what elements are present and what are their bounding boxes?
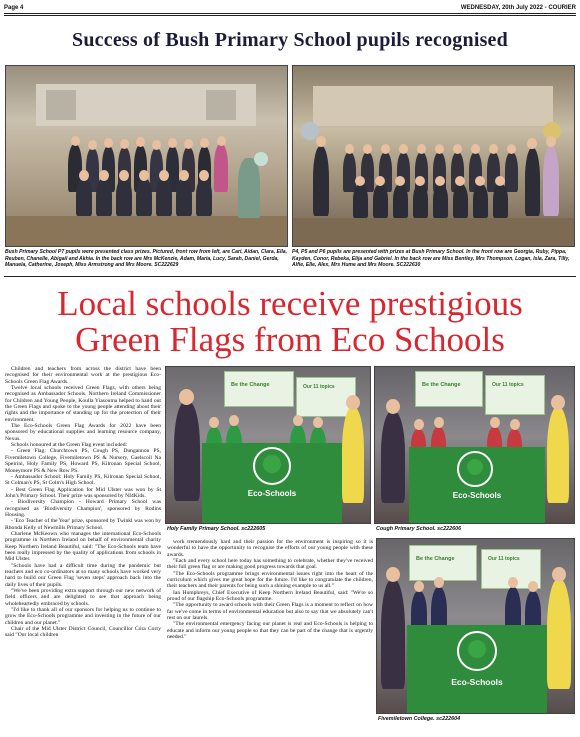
paragraph: Ian Humphreys, Chief Executive of Keep Northern Ireland Beautiful, said: "We're so proud of our flagship Eco-Schools programme. bbox=[167, 589, 373, 603]
paragraph: - Best Green Flag Application for Mid Ulster was won by St John's Primary School. Their prize was sponsored by NI4Kids. bbox=[5, 486, 161, 499]
paragraph: "Each and every school here today has something to celebrate, whether they've received their full green flag or are making good progress towards that goal. bbox=[167, 558, 373, 571]
flag-label: Eco-Schools bbox=[452, 491, 502, 500]
paragraph: - Green Flag: Churchtown PS, Cough PS, Dungannon PS, Fivemiletown College, Fivemiletown PS & Nursery, Gaelscoil Na Speirini, Holy Family PS, Howard PS, Kilronan Special School, Moneymore PS & New Row PS. bbox=[5, 448, 161, 474]
photo-fivemiletown-college bbox=[376, 538, 575, 714]
section-rule bbox=[4, 276, 576, 277]
story2-headline-line2: Green Flags from Eco Schools bbox=[75, 320, 505, 359]
article-column-2 bbox=[167, 539, 373, 641]
flag-label: Eco-Schools bbox=[451, 677, 503, 687]
photo-p7-caption: Bush Primary School P7 pupils were presented class prizes. Pictured, front row from left, are Cari, Aidan, Clara, Ella, Reuben, Chanelle, Abigail and Akhia. In the back row are Mrs McKenzie, Adam, Maria, Lucy, Sarah, Daniel, Gerda, Manuela, Catherine, Joseph, Miss Armstrong and Mrs Moore. SC222629 bbox=[5, 249, 288, 269]
photo-fivemiletown-caption: Fivemiletown College. sc222604 bbox=[378, 716, 461, 722]
story1-headline: Success of Bush Primary School pupils recognised bbox=[72, 29, 508, 51]
paragraph: Schools honoured at the Green Flag event included: bbox=[11, 442, 128, 449]
paragraph: "The opportunity to award schools with their Green Flags is a moment to reflect on how far we've come in terms of environmental education but also to say that we absolutely can't rest on our laurels. bbox=[167, 602, 373, 622]
paragraph: Children and teachers from across the district have been recognised for their environmental work at the prestigious Eco-Schools Green Flag Awards. bbox=[5, 366, 161, 385]
paragraph: The Eco-Schools Green Flag Awards for 2022 have been sponsored by educational supplies and learning resource company, Nexus. bbox=[5, 423, 161, 442]
masthead-rule bbox=[4, 13, 576, 14]
photo-cough-ps bbox=[374, 366, 575, 524]
paragraph: Charlene McKeown who manages the international Eco-Schools programme in Northern Ireland on behalf of environmental charity Keep Northern Ireland Beautiful, said: "The Eco-Schools team have been really impressed by the quality of applications from schools in Mid Ulster. bbox=[5, 530, 161, 563]
flag-label: Eco-Schools bbox=[247, 489, 297, 498]
paragraph: work tremendously hard and their passion for the environment is inspiring so it is wonderful to have the opportunity to recognise the efforts of our young people with these awards. bbox=[167, 539, 373, 558]
banner-text: Our 11 topics bbox=[303, 384, 335, 390]
banner-text: Our 11 topics bbox=[492, 382, 524, 388]
photo-p4-p6-pupils bbox=[292, 65, 575, 247]
paragraph: "Schools have had a difficult time during the pandemic but teachers and eco co-ordinators at so many schools have worked very hard to build our Green Flag 'seven steps' approach back into the daily lives of their pupils. bbox=[5, 562, 161, 588]
paragraph: "The environmental emergency facing our planet is real and Eco-Schools is helping to educate and inform our young people so that they can be part of the change that is urgently needed." bbox=[167, 621, 373, 641]
paragraph: - Biodiversity Champion - Howard Primary School was recognised as 'Biodiversity Champion', sponsored by Rodins Housing. bbox=[5, 499, 161, 518]
banner-text: Be the Change bbox=[416, 556, 455, 562]
story2-headline-line1: Local schools receive prestigious bbox=[57, 284, 523, 323]
paragraph: "The Eco-Schools programme brings environmental issues right into the heart of the curriculum which gives me great hope for the future. I'd like to congratulate the children, their teachers and their parents for being such a shining example to us all." bbox=[167, 570, 373, 590]
banner-text: Be the Change bbox=[231, 382, 270, 388]
paragraph: "We've been providing extra support through our new network of field officers and are delighted to see that approach being wholeheartedly embraced by schools. bbox=[5, 588, 161, 607]
masthead-rule-2 bbox=[4, 15, 576, 16]
photo-holy-family-caption: Holy Family Primary School. sc222605 bbox=[167, 526, 266, 532]
masthead bbox=[4, 3, 576, 13]
article-column-1 bbox=[5, 366, 161, 639]
banner-text: Be the Change bbox=[422, 382, 461, 388]
page-number: Page 4 bbox=[4, 5, 24, 11]
paragraph: - Ambassador School: Holy Family PS, Kilronan Special School, St Colman's PS, St Colm's High School. bbox=[5, 473, 161, 487]
photo-p4-p6-caption: P4, P5 and P6 pupils are presented with prizes at Bush Primary School. In the front row are Georgia, Ruby, Pippa, Kayden, Conor, Rebeka, Elija and Gabriel. In the back row are Miss Bentley, Mrs Thompson, Logan, Isla, Zara, Tilly, Alfie, Elle, Alex, Mrs Hume and Mrs Moore. SC222630 bbox=[292, 249, 570, 269]
paragraph: "I'd like to thank all of our sponsors for helping us to continue to grow the Eco-Schools programme and investing in the future of our children and our planet." bbox=[5, 607, 161, 626]
paragraph: - 'Eco Teacher of the Year' prize, sponsored by Twinkl was won by Rhonda Kelly of Newmills Primary School. bbox=[5, 518, 161, 531]
paragraph: Chair of the Mid Ulster District Council, Councillor Córa Corry said "Our local children bbox=[5, 626, 161, 639]
photo-p7-pupils bbox=[5, 65, 288, 247]
photo-cough-ps-caption: Cough Primary School. sc222606 bbox=[376, 526, 462, 532]
paragraph: Twelve local schools received Green Flags, with others being recognised as Ambassador Schools. Northern Ireland Commissioner for Children and Young People, Koulla Yiasouma helped to hand out the Green Flags and spoke to the young people attending about their rights and the importance of standing up for the protection of their environment. bbox=[5, 385, 161, 423]
dateline: WEDNESDAY, 20th July 2022 - COURIER bbox=[460, 5, 576, 11]
banner-text: Our 11 topics bbox=[488, 556, 520, 562]
photo-holy-family bbox=[165, 366, 371, 524]
